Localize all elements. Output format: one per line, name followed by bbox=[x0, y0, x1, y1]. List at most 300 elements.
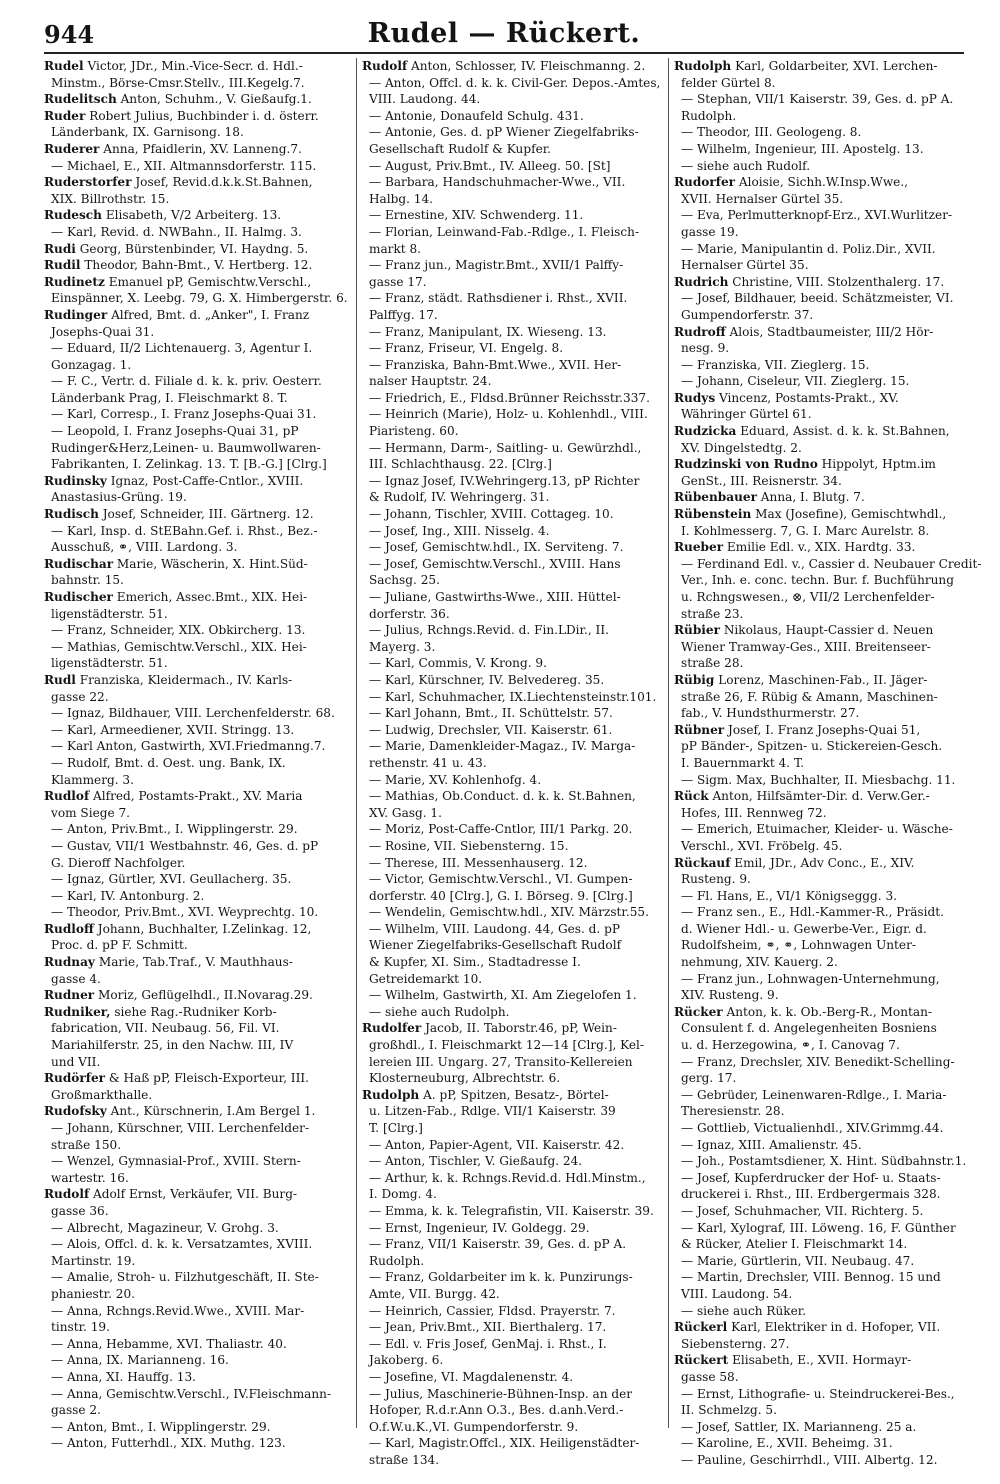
entry-continuation bbox=[44, 1253, 350, 1270]
entry-line bbox=[674, 1319, 974, 1336]
entry-text: Victor, JDr., Min.-Vice-Secr. d. Hdl.- bbox=[83, 59, 303, 73]
entry-line bbox=[44, 108, 350, 125]
entry-continuation bbox=[362, 1054, 664, 1071]
entry-text: — Karl Anton, Gastwirth, XVI.Friedmanng.7. bbox=[51, 739, 326, 754]
entry-text: — Ignaz Josef, IV.Wehringerg.13, pP Richter bbox=[369, 473, 640, 488]
entry-text: Siebensterng. 27. bbox=[681, 1336, 790, 1351]
entry-text: Theresienstr. 28. bbox=[681, 1104, 785, 1119]
entry-continuation bbox=[362, 572, 664, 589]
surname: Rübenstein bbox=[674, 507, 752, 522]
entry-text: Rusteng. 9. bbox=[681, 872, 751, 887]
entry-continuation bbox=[44, 1120, 350, 1137]
entry-text: — Karl, Kürschner, IV. Belvedereg. 35. bbox=[369, 672, 605, 687]
entry-text: Alfred, Postamts-Prakt., XV. Maria bbox=[89, 789, 303, 804]
entry-text: Emil, JDr., Adv Conc., E., XIV. bbox=[730, 855, 915, 870]
entry-text: Emerich, Assec.Bmt., XIX. Hei- bbox=[112, 590, 308, 604]
entry-continuation bbox=[44, 290, 350, 307]
entry-text: Sachsg. 25. bbox=[369, 573, 440, 588]
entry-text: Josef, Revid.d.k.k.St.Bahnen, bbox=[131, 175, 313, 190]
entry-text: Klosterneuburg, Albrechtstr. 6. bbox=[369, 1071, 561, 1086]
entry-text: Jakoberg. 6. bbox=[369, 1353, 444, 1368]
surname: Rudel bbox=[44, 59, 84, 73]
entry-line bbox=[674, 672, 974, 689]
entry-text: ligenstädterstr. 51. bbox=[51, 656, 168, 671]
entry-text: — Josef, Kupferdrucker der Hof- u. Staats- bbox=[681, 1170, 941, 1185]
entry-text: siehe Rag.-Rudniker Korb- bbox=[110, 1004, 277, 1019]
entry-line bbox=[44, 921, 350, 938]
entry-continuation bbox=[44, 937, 350, 954]
entry-text: — Franz, Goldarbeiter im k. k. Punzirungs- bbox=[369, 1270, 633, 1285]
page-title: Rudel — Rückert. bbox=[367, 18, 641, 49]
entry-text: — Theodor, Priv.Bmt., XVI. Weyprechtg. 10. bbox=[51, 905, 319, 920]
entry-continuation bbox=[674, 224, 974, 241]
entry-text: Emilie Edl. v., XIX. Hardtg. 33. bbox=[723, 540, 916, 555]
entry-continuation bbox=[44, 738, 350, 755]
entry-text: — Marie, XV. Kohlenhofg. 4. bbox=[369, 772, 542, 787]
entry-text: u. Rchngswesen., ⊗, VII/2 Lerchenfelder- bbox=[681, 590, 935, 604]
entry-continuation bbox=[44, 324, 350, 341]
entry-continuation bbox=[362, 1303, 664, 1320]
entry-text: lereien III. Ungarg. 27, Transito-Kellereien bbox=[369, 1054, 633, 1069]
entry-continuation bbox=[362, 738, 664, 755]
entry-continuation bbox=[362, 987, 664, 1004]
entry-text: — Barbara, Handschuhmacher-Wwe., VII. bbox=[369, 175, 626, 190]
column-divider bbox=[668, 58, 669, 1428]
entry-text: — siehe auch Rudolf. bbox=[681, 158, 811, 173]
entry-continuation bbox=[674, 141, 974, 158]
entry-text: Gonzagag. 1. bbox=[51, 357, 132, 372]
surname: Rudischer bbox=[44, 590, 113, 604]
entry-continuation bbox=[674, 207, 974, 224]
entry-continuation bbox=[44, 357, 350, 374]
entry-continuation bbox=[362, 937, 664, 954]
entry-continuation bbox=[44, 1369, 350, 1386]
entry-continuation bbox=[362, 158, 664, 175]
entry-text: — siehe auch Rudolph. bbox=[369, 1004, 510, 1019]
entry-continuation bbox=[362, 722, 664, 739]
surname: Rudrich bbox=[674, 274, 729, 289]
entry-line bbox=[44, 589, 350, 606]
entry-continuation bbox=[674, 1103, 974, 1120]
entry-continuation bbox=[674, 523, 974, 540]
entry-text: Anna, Pfaidlerin, XV. Lanneng.7. bbox=[99, 141, 302, 156]
entry-text: Aloisie, Sichh.W.Insp.Wwe., bbox=[735, 175, 909, 190]
entry-text: O.f.W.u.K.,VI. Gumpendorferstr. 9. bbox=[369, 1419, 579, 1434]
entry-continuation bbox=[674, 738, 974, 755]
entry-line bbox=[44, 672, 350, 689]
entry-text: straße 28. bbox=[681, 656, 744, 671]
entry-continuation bbox=[44, 772, 350, 789]
entry-continuation bbox=[362, 108, 664, 125]
entry-continuation bbox=[362, 1070, 664, 1087]
entry-continuation bbox=[44, 1319, 350, 1336]
entry-text: Piaristeng. 60. bbox=[369, 424, 459, 439]
entry-text: Karl, Goldarbeiter, XVI. Lerchen- bbox=[731, 59, 938, 73]
entry-text: A. pP, Spitzen, Besatz-, Börtel- bbox=[419, 1087, 609, 1102]
surname: Rudolfer bbox=[362, 1021, 422, 1036]
entry-continuation bbox=[674, 290, 974, 307]
surname: Rudelitsch bbox=[44, 92, 117, 107]
entry-continuation bbox=[674, 655, 974, 672]
entry-text: II. Schmelzg. 5. bbox=[681, 1403, 777, 1418]
entry-continuation bbox=[362, 539, 664, 556]
entry-line bbox=[674, 390, 974, 407]
entry-continuation bbox=[362, 1153, 664, 1170]
entry-text: vom Siege 7. bbox=[51, 805, 131, 820]
entry-text: Mayerg. 3. bbox=[369, 639, 436, 654]
entry-continuation bbox=[674, 1087, 974, 1104]
entry-continuation bbox=[674, 473, 974, 490]
entry-text: gasse 58. bbox=[681, 1369, 739, 1384]
entry-line bbox=[44, 1186, 350, 1203]
entry-continuation bbox=[44, 373, 350, 390]
entry-continuation bbox=[362, 1004, 664, 1021]
surname: Rudisch bbox=[44, 507, 99, 522]
entry-text: nalser Hauptstr. 24. bbox=[369, 374, 492, 389]
surname: Rudzicka bbox=[674, 424, 737, 439]
surname: Rueber bbox=[674, 540, 724, 555]
entry-continuation bbox=[44, 1435, 350, 1452]
entry-text: — Jean, Priv.Bmt., XII. Bierthalerg. 17. bbox=[369, 1320, 607, 1335]
surname: Rübner bbox=[674, 722, 725, 737]
entry-continuation bbox=[674, 357, 974, 374]
entry-text: — Marie, Manipulantin d. Poliz.Dir., XVII. bbox=[681, 241, 936, 256]
entry-line bbox=[674, 489, 974, 506]
entry-continuation bbox=[674, 1286, 974, 1303]
entry-continuation bbox=[674, 755, 974, 772]
entry-text: Karl, Elektriker in d. Hofoper, VII. bbox=[727, 1320, 941, 1335]
entry-text: XV. Gasg. 1. bbox=[369, 805, 442, 820]
entry-text: Mariahilferstr. 25, in den Nachw. III, IV bbox=[51, 1038, 294, 1053]
surname: Rudzinski von Rudno bbox=[674, 457, 818, 472]
entry-continuation bbox=[362, 1419, 664, 1436]
entry-text: — Karl, IV. Antonburg. 2. bbox=[51, 888, 205, 903]
entry-continuation bbox=[674, 589, 974, 606]
entry-text: Währinger Gürtel 61. bbox=[681, 407, 812, 422]
entry-text: Hernalser Gürtel 35. bbox=[681, 258, 809, 273]
entry-text: — Wendelin, Gemischtw.hdl., XIV. Märzstr.55. bbox=[369, 905, 649, 920]
entry-continuation bbox=[44, 855, 350, 872]
entry-text: markt 8. bbox=[369, 241, 422, 256]
surname: Rudolf bbox=[362, 59, 408, 73]
entry-text: Einspänner, X. Leebg. 79, G. X. Himbergerstr. 6. bbox=[51, 291, 348, 306]
entry-continuation bbox=[362, 1336, 664, 1353]
entry-text: — Rosine, VII. Siebensterng. 15. bbox=[369, 838, 569, 853]
entry-continuation bbox=[362, 324, 664, 341]
entry-text: — Ignaz, Bildhauer, VIII. Lerchenfelderstr. 68. bbox=[51, 706, 335, 721]
surname: Rudlof bbox=[44, 789, 90, 804]
entry-text: — Franz, Schneider, XIX. Obkircherg. 13. bbox=[51, 623, 306, 638]
entry-text: Elisabeth, E., XVII. Hormayr- bbox=[728, 1353, 912, 1368]
entry-text: u. d. Herzegowina, ⚭, I. Canovag 7. bbox=[681, 1038, 900, 1053]
entry-text: und VII. bbox=[51, 1054, 101, 1069]
entry-continuation bbox=[362, 1386, 664, 1403]
entry-continuation bbox=[44, 971, 350, 988]
entry-text: — Antonie, Ges. d. pP Wiener Ziegelfabriks- bbox=[369, 125, 639, 140]
entry-text: rethenstr. 41 u. 43. bbox=[369, 755, 487, 770]
entry-text: — Antonie, Donaufeld Schulg. 431. bbox=[369, 108, 584, 123]
entry-text: — August, Priv.Bmt., IV. Alleeg. 50. [St] bbox=[369, 158, 611, 173]
entry-text: — Joh., Postamtsdiener, X. Hint. Südbahnstr.1. bbox=[681, 1154, 967, 1169]
entry-continuation bbox=[362, 124, 664, 141]
entry-continuation bbox=[44, 440, 350, 457]
entry-continuation bbox=[674, 1386, 974, 1403]
entry-continuation bbox=[362, 1037, 664, 1054]
surname: Rückerl bbox=[674, 1320, 728, 1335]
entry-continuation bbox=[44, 539, 350, 556]
entry-text: — Wilhelm, Ingenieur, III. Apostelg. 13. bbox=[681, 141, 924, 156]
entry-text: — Florian, Leinwand-Fab.-Rdlge., I. Fleisch- bbox=[369, 224, 640, 239]
entry-continuation bbox=[362, 290, 664, 307]
entry-text: — Karl, Insp. d. StEBahn.Gef. i. Rhst., Bez.- bbox=[51, 523, 318, 538]
entry-continuation bbox=[362, 788, 664, 805]
entry-text: I. Domg. 4. bbox=[369, 1187, 437, 1202]
entry-text: — Arthur, k. k. Rchngs.Revid.d. Hdl.Minstm., bbox=[369, 1170, 646, 1185]
entry-continuation bbox=[44, 655, 350, 672]
entry-text: Anton, Hilfsämter-Dir. d. Verw.Ger.- bbox=[708, 789, 930, 804]
entry-continuation bbox=[362, 921, 664, 938]
entry-continuation bbox=[362, 1286, 664, 1303]
entry-text: großhdl., I. Fleischmarkt 12—14 [Clrg.], Kel- bbox=[369, 1038, 644, 1053]
surname: Rudroff bbox=[674, 324, 726, 339]
entry-text: — Eva, Perlmutterknopf-Erz., XVI.Wurlitzer- bbox=[681, 208, 953, 223]
entry-continuation bbox=[674, 904, 974, 921]
entry-continuation bbox=[674, 1369, 974, 1386]
entry-text: — Edl. v. Fris Josef, GenMaj. i. Rhst., I. bbox=[369, 1336, 607, 1351]
entry-text: & Haß pP, Fleisch-Exporteur, III. bbox=[105, 1071, 309, 1086]
entry-line bbox=[674, 58, 974, 75]
entry-text: straße 23. bbox=[681, 606, 744, 621]
entry-continuation bbox=[44, 1269, 350, 1286]
surname: Rudil bbox=[44, 258, 81, 273]
entry-line bbox=[44, 307, 350, 324]
entry-text: Marie, Tab.Traf., V. Mauthhaus- bbox=[94, 955, 293, 970]
entry-continuation bbox=[674, 1435, 974, 1452]
entry-continuation bbox=[674, 1220, 974, 1237]
entry-continuation bbox=[362, 1402, 664, 1419]
entry-continuation bbox=[674, 954, 974, 971]
entry-text: Jacob, II. Taborstr.46, pP, Wein- bbox=[421, 1021, 617, 1036]
entry-text: — Ernst, Lithografie- u. Steindruckerei-Bes., bbox=[681, 1386, 955, 1401]
entry-text: Georg, Bürstenbinder, VI. Haydng. 5. bbox=[75, 241, 309, 256]
page-number: 944 bbox=[44, 20, 95, 49]
surname: Rückauf bbox=[674, 855, 731, 870]
entry-text: — Karoline, E., XVII. Beheimg. 31. bbox=[681, 1436, 893, 1451]
entry-text: — Marie, Gürtlerin, VII. Neubaug. 47. bbox=[681, 1253, 915, 1268]
entry-continuation bbox=[362, 373, 664, 390]
entry-continuation bbox=[674, 257, 974, 274]
entry-continuation bbox=[674, 241, 974, 258]
entry-text: Hofoper, R.d.r.Ann O.3., Bes. d.anh.Verd.- bbox=[369, 1403, 624, 1418]
entry-text: T. [Clrg.] bbox=[369, 1121, 423, 1135]
entry-continuation bbox=[44, 1087, 350, 1104]
entry-continuation bbox=[362, 971, 664, 988]
entry-continuation bbox=[674, 108, 974, 125]
surname: Rübig bbox=[674, 672, 715, 687]
entry-text: — Ernst, Ingenieur, IV. Goldegg. 29. bbox=[369, 1220, 590, 1235]
entry-text: — Friedrich, E., Fldsd.Brünner Reichsstr.337. bbox=[369, 390, 650, 405]
entry-text: — Wilhelm, VIII. Laudong. 44, Ges. d. pP bbox=[369, 921, 620, 936]
entry-text: — Martin, Drechsler, VIII. Bennog. 15 und bbox=[681, 1270, 941, 1285]
entry-continuation bbox=[362, 705, 664, 722]
entry-continuation bbox=[362, 406, 664, 423]
entry-text: Fabrikanten, I. Zelinkag. 13. T. [B.-G.] [Clrg.] bbox=[51, 457, 327, 472]
entry-continuation bbox=[362, 91, 664, 108]
entry-text: — Amalie, Stroh- u. Filzhutgeschäft, II. Ste- bbox=[51, 1270, 319, 1285]
entry-text: Ver., Inh. e. conc. techn. Bur. f. Buchführung bbox=[681, 573, 954, 588]
entry-continuation bbox=[44, 639, 350, 656]
entry-text: — Karl, Corresp., I. Franz Josephs-Quai 31. bbox=[51, 407, 317, 422]
entry-text: bahnstr. 15. bbox=[51, 573, 124, 588]
entry-text: Ignaz, Post-Caffe-Cntlor., XVIII. bbox=[106, 473, 304, 488]
entry-continuation bbox=[362, 506, 664, 523]
page-header bbox=[44, 14, 964, 54]
entry-text: Wiener Ziegelfabriks-Gesellschaft Rudolf bbox=[369, 938, 622, 953]
entry-line bbox=[674, 788, 974, 805]
entry-text: — Wilhelm, Gastwirth, XI. Am Ziegelofen 1. bbox=[369, 988, 637, 1003]
entry-text: Wiener Tramway-Ges., XIII. Breitenseer- bbox=[681, 639, 931, 654]
entry-continuation bbox=[362, 473, 664, 490]
entry-text: — Victor, Gemischtw.Verschl., VI. Gumpen- bbox=[369, 872, 633, 887]
entry-continuation bbox=[44, 406, 350, 423]
entry-text: — Rudolf, Bmt. d. Oest. ung. Bank, IX. bbox=[51, 755, 286, 770]
entry-text: — Franziska, VII. Zieglerg. 15. bbox=[681, 357, 870, 372]
entry-text: & Rücker, Atelier I. Fleischmarkt 14. bbox=[681, 1237, 908, 1252]
entry-continuation bbox=[44, 1336, 350, 1353]
entry-continuation bbox=[362, 1220, 664, 1237]
surname: Ruderer bbox=[44, 141, 100, 156]
entry-text: Consulent f. d. Angelegenheiten Bosniens bbox=[681, 1021, 937, 1036]
entry-continuation bbox=[674, 75, 974, 92]
entry-continuation bbox=[362, 1369, 664, 1386]
entry-text: Franziska, Kleidermach., IV. Karls- bbox=[75, 672, 293, 687]
entry-continuation bbox=[44, 722, 350, 739]
entry-text: Emanuel pP, Gemischtw.Verschl., bbox=[104, 274, 312, 289]
entry-continuation bbox=[44, 423, 350, 440]
entry-text: gasse 19. bbox=[681, 224, 739, 239]
entry-text: pP Bänder-, Spitzen- u. Stickereien-Gesch. bbox=[681, 739, 943, 754]
entry-continuation bbox=[44, 1352, 350, 1369]
entry-line bbox=[44, 1004, 350, 1021]
entry-continuation bbox=[44, 191, 350, 208]
entry-text: gerg. 17. bbox=[681, 1071, 737, 1086]
entry-text: gasse 2. bbox=[51, 1403, 101, 1418]
entry-continuation bbox=[44, 158, 350, 175]
entry-text: straße 134. bbox=[369, 1452, 440, 1467]
entry-continuation bbox=[44, 390, 350, 407]
entry-continuation bbox=[674, 971, 974, 988]
entry-text: — Franz, städt. Rathsdiener i. Rhst., XVII. bbox=[369, 291, 628, 306]
entry-text: Josephs-Quai 31. bbox=[51, 324, 155, 339]
entry-continuation bbox=[362, 821, 664, 838]
entry-text: Hippolyt, Hptm.im bbox=[817, 457, 936, 472]
entry-line bbox=[674, 855, 974, 872]
entry-text: — F. C., Vertr. d. Filiale d. k. k. priv. Oesterr. bbox=[51, 374, 322, 389]
entry-line bbox=[44, 174, 350, 191]
entry-text: — Ludwig, Drechsler, VII. Kaiserstr. 61. bbox=[369, 722, 613, 737]
surname: Rudesch bbox=[44, 208, 102, 223]
entry-continuation bbox=[674, 1120, 974, 1137]
entry-line bbox=[44, 954, 350, 971]
entry-continuation bbox=[44, 805, 350, 822]
entry-continuation bbox=[362, 191, 664, 208]
entry-text: — Gustav, VII/1 Westbahnstr. 46, Ges. d. pP bbox=[51, 838, 319, 853]
entry-line bbox=[674, 1004, 974, 1021]
entry-text: — Anna, Gemischtw.Verschl., IV.Fleischmann- bbox=[51, 1386, 332, 1401]
entry-text: XVII. Hernalser Gürtel 35. bbox=[681, 191, 844, 206]
entry-text: — Karl Johann, Bmt., II. Schüttelstr. 57. bbox=[369, 706, 613, 721]
entry-text: straße 150. bbox=[51, 1137, 122, 1152]
entry-continuation bbox=[674, 406, 974, 423]
entry-line bbox=[674, 622, 974, 639]
entry-text: Halbg. 14. bbox=[369, 191, 434, 206]
entry-text: — Josef, Ing., XIII. Nisselg. 4. bbox=[369, 523, 550, 538]
entry-text: — Emerich, Etuimacher, Kleider- u. Wäsche- bbox=[681, 822, 953, 837]
entry-text: — Leopold, I. Franz Josephs-Quai 31, pP bbox=[51, 424, 299, 439]
entry-continuation bbox=[362, 755, 664, 772]
entry-line bbox=[362, 58, 664, 75]
entry-continuation bbox=[674, 1253, 974, 1270]
entry-text: Rudolfsheim, ⚭, ⚭, Lohnwagen Unter- bbox=[681, 938, 916, 953]
entry-text: — Johann, Ciseleur, VII. Zieglerg. 15. bbox=[681, 374, 910, 389]
entry-text: Alfred, Bmt. d. „Anker", I. Franz bbox=[107, 307, 310, 322]
entry-text: fab., V. Hundsthurmerstr. 27. bbox=[681, 706, 860, 721]
surname: Rübier bbox=[674, 623, 720, 638]
surname: Rudolph bbox=[362, 1087, 420, 1102]
entry-continuation bbox=[362, 606, 664, 623]
surname: Rudloff bbox=[44, 921, 94, 936]
entry-text: — Franz, Manipulant, IX. Wieseng. 13. bbox=[369, 324, 607, 339]
surname: Rückert bbox=[674, 1353, 729, 1368]
entry-text: nesg. 9. bbox=[681, 341, 730, 356]
entry-text: — Pauline, Geschirrhdl., VIII. Albertg. 12. bbox=[681, 1452, 938, 1467]
entry-text: — Franz jun., Magistr.Bmt., XVII/1 Palffy- bbox=[369, 258, 624, 273]
entry-continuation bbox=[674, 888, 974, 905]
entry-text: — Karl, Magistr.Offcl., XIX. Heiligenstädter- bbox=[369, 1436, 640, 1451]
entry-line bbox=[674, 423, 974, 440]
entry-continuation bbox=[674, 1419, 974, 1436]
entry-continuation bbox=[362, 622, 664, 639]
entry-continuation bbox=[44, 888, 350, 905]
entry-text: — Anna, Hebamme, XVI. Thaliastr. 40. bbox=[51, 1336, 287, 1351]
entry-continuation bbox=[674, 1170, 974, 1187]
entry-continuation bbox=[674, 1054, 974, 1071]
entry-text: Alois, Stadtbaumeister, III/2 Hör- bbox=[725, 324, 934, 339]
entry-continuation bbox=[362, 954, 664, 971]
entry-text: Länderbank Prag, I. Fleischmarkt 8. T. bbox=[51, 390, 288, 405]
entry-text: Anton, k. k. Ob.-Berg-R., Montan- bbox=[722, 1004, 932, 1019]
entry-text: Länderbank, IX. Garnisong. 18. bbox=[51, 125, 244, 140]
entry-line bbox=[674, 274, 974, 291]
entry-continuation bbox=[674, 1452, 974, 1469]
surname: Rück bbox=[674, 789, 709, 804]
entry-continuation bbox=[44, 838, 350, 855]
entry-text: — Anna, XI. Hauffg. 13. bbox=[51, 1369, 197, 1384]
entry-continuation bbox=[44, 904, 350, 921]
entry-line bbox=[674, 324, 974, 341]
entry-continuation bbox=[674, 1269, 974, 1286]
entry-text: XIV. Rusteng. 9. bbox=[681, 988, 779, 1003]
entry-line bbox=[44, 274, 350, 291]
entry-continuation bbox=[674, 937, 974, 954]
entry-text: druckerei i. Rhst., III. Erdbergermais 328. bbox=[681, 1187, 941, 1202]
entry-text: — Emma, k. k. Telegrafistin, VII. Kaiserstr. 39. bbox=[369, 1203, 654, 1218]
entry-text: nehmung, XIV. Kauerg. 2. bbox=[681, 955, 838, 970]
entry-continuation bbox=[674, 1070, 974, 1087]
entry-text: — Ernestine, XIV. Schwenderg. 11. bbox=[369, 208, 584, 223]
entry-text: Rudolph. bbox=[681, 108, 737, 123]
entry-continuation bbox=[44, 622, 350, 639]
